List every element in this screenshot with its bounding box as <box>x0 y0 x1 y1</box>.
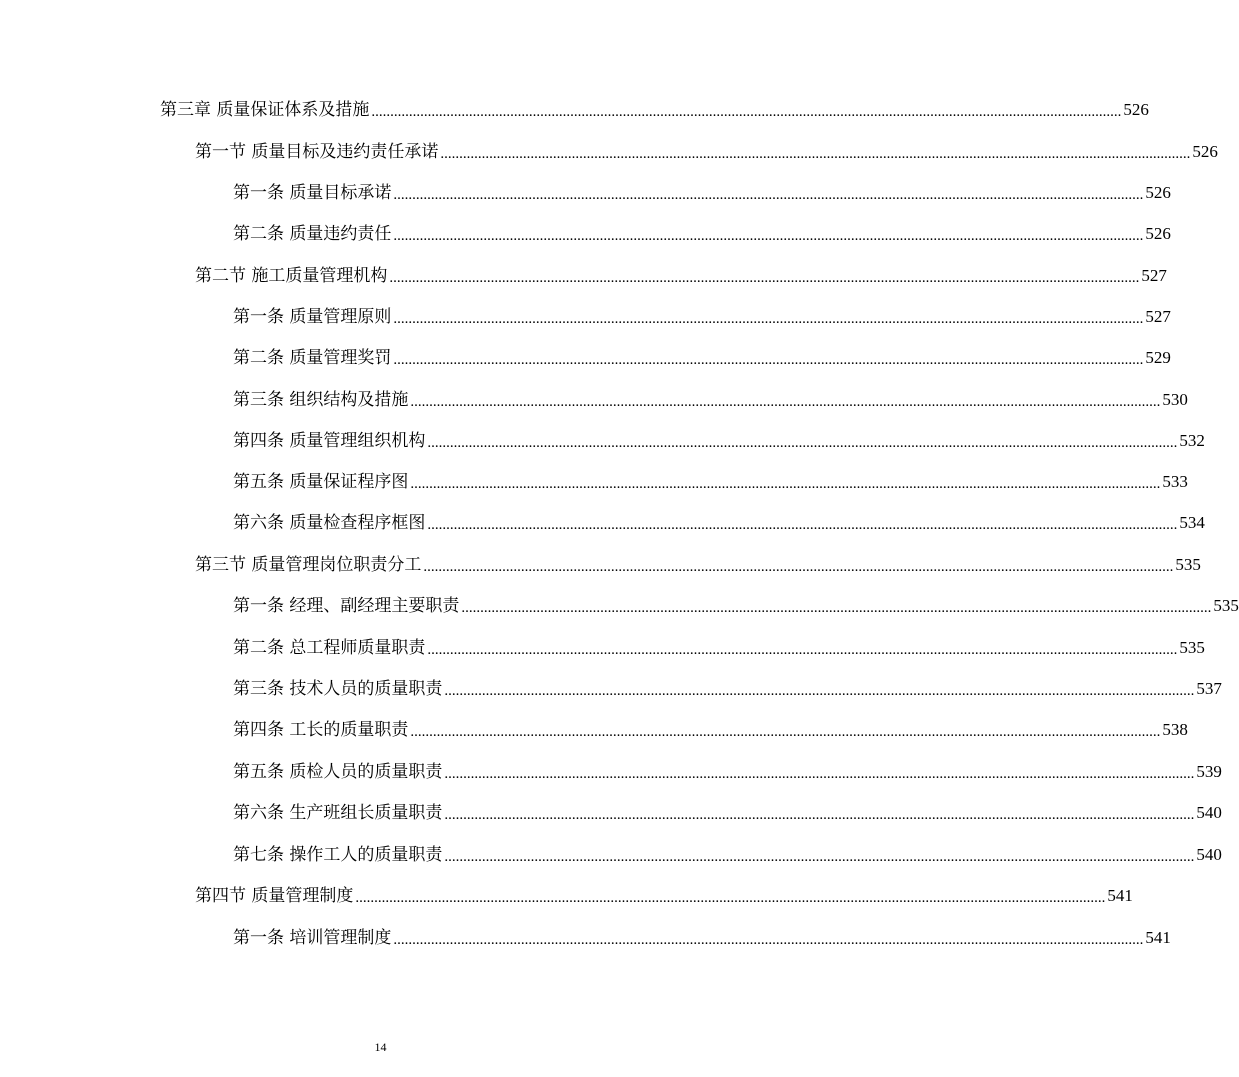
toc-leader-dots: ........................................................................................................................................................................................................ <box>427 642 1178 658</box>
toc-leader-dots: ........................................................................................................................................................................................................ <box>461 600 1212 616</box>
toc-leader-dots: ........................................................................................................................................................................................................ <box>444 683 1195 699</box>
toc-leader-dots: ........................................................................................................................................................................................................ <box>444 766 1195 782</box>
toc-entry-page: 529 <box>1145 348 1171 367</box>
toc-entry-page: 541 <box>1107 886 1133 905</box>
toc-entry-section <box>195 263 1167 289</box>
toc-entry-article <box>233 469 1188 495</box>
toc-entry-page: 539 <box>1196 762 1222 781</box>
toc-leader-dots: ........................................................................................................................................................................................................ <box>427 517 1178 533</box>
toc-entry-page: 534 <box>1179 513 1205 532</box>
toc-entry-label: 第二条 总工程师质量职责 <box>233 638 426 658</box>
toc-entry-label: 第一节 质量目标及违约责任承诺 <box>195 142 439 162</box>
toc-entry-page: 526 <box>1192 142 1218 161</box>
toc-entry-section <box>195 139 1218 165</box>
toc-entry-label: 第一条 培训管理制度 <box>233 928 392 948</box>
toc-leader-dots: ........................................................................................................................................................................................................ <box>410 724 1161 740</box>
toc-entry-article <box>233 428 1205 454</box>
toc-entry-section <box>195 552 1201 578</box>
toc-entry-article <box>233 800 1222 826</box>
toc-entry-page: 526 <box>1123 100 1149 119</box>
toc-leader-dots: ........................................................................................................................................................................................................ <box>444 807 1195 823</box>
toc-leader-dots: ........................................................................................................................................................................................................ <box>393 187 1144 203</box>
toc-leader-dots: ........................................................................................................................................................................................................ <box>427 435 1178 451</box>
toc-leader-dots: ........................................................................................................................................................................................................ <box>393 932 1144 948</box>
toc-leader-dots: ........................................................................................................................................................................................................ <box>371 104 1122 120</box>
toc-entry-label: 第二条 质量违约责任 <box>233 224 392 244</box>
toc-leader-dots: ........................................................................................................................................................................................................ <box>393 311 1144 327</box>
toc-leader-dots: ........................................................................................................................................................................................................ <box>355 890 1106 906</box>
toc-entry-page: 538 <box>1162 720 1188 739</box>
toc-leader-dots: ........................................................................................................................................................................................................ <box>440 146 1191 162</box>
toc-entry-article <box>233 717 1188 743</box>
toc-entry-label: 第五条 质检人员的质量职责 <box>233 762 443 782</box>
toc-entry-page: 530 <box>1162 390 1188 409</box>
toc-entry-article <box>233 345 1171 371</box>
toc-leader-dots: ........................................................................................................................................................................................................ <box>393 228 1144 244</box>
toc-entry-article <box>233 759 1222 785</box>
toc-entry-page: 535 <box>1213 596 1239 615</box>
toc-leader-dots: ........................................................................................................................................................................................................ <box>389 270 1140 286</box>
toc-entry-article <box>233 180 1171 206</box>
toc-leader-dots: ........................................................................................................................................................................................................ <box>444 849 1195 865</box>
toc-entry-page: 532 <box>1179 431 1205 450</box>
toc-entry-label: 第四节 质量管理制度 <box>195 886 354 906</box>
toc-entry-label: 第一条 经理、副经理主要职责 <box>233 596 460 616</box>
toc-entry-article <box>233 387 1188 413</box>
toc-entry-article <box>233 510 1205 536</box>
toc-entry-article <box>233 221 1171 247</box>
toc-entry-article <box>233 925 1171 951</box>
toc-entry-label: 第六条 质量检查程序框图 <box>233 513 426 533</box>
toc-entry-label: 第四条 工长的质量职责 <box>233 720 409 740</box>
toc-entry-page: 526 <box>1145 183 1171 202</box>
toc-entry-label: 第三章 质量保证体系及措施 <box>160 100 370 120</box>
toc-entry-article <box>233 635 1205 661</box>
toc-leader-dots: ........................................................................................................................................................................................................ <box>393 352 1144 368</box>
page-number: 14 <box>374 1040 387 1054</box>
toc-entry-article <box>233 593 1239 619</box>
toc-entry-label: 第四条 质量管理组织机构 <box>233 431 426 451</box>
toc-entry-page: 535 <box>1175 555 1201 574</box>
toc-entry-article <box>233 304 1171 330</box>
toc-entry-chapter <box>160 97 1149 123</box>
toc-leader-dots: ........................................................................................................................................................................................................ <box>410 394 1161 410</box>
toc-entry-page: 535 <box>1179 638 1205 657</box>
toc-entry-page: 540 <box>1196 845 1222 864</box>
toc-entry-label: 第二条 质量管理奖罚 <box>233 348 392 368</box>
toc-entry-label: 第五条 质量保证程序图 <box>233 472 409 492</box>
toc-entry-page: 541 <box>1145 928 1171 947</box>
toc-entry-page: 537 <box>1196 679 1222 698</box>
toc-entry-label: 第一条 质量目标承诺 <box>233 183 392 203</box>
toc-entry-label: 第二节 施工质量管理机构 <box>195 266 388 286</box>
toc-entry-page: 540 <box>1196 803 1222 822</box>
toc-entry-label: 第七条 操作工人的质量职责 <box>233 845 443 865</box>
toc-entry-label: 第三条 组织结构及措施 <box>233 390 409 410</box>
toc-leader-dots: ........................................................................................................................................................................................................ <box>410 476 1161 492</box>
toc-entry-article <box>233 842 1222 868</box>
toc-entry-label: 第三节 质量管理岗位职责分工 <box>195 555 422 575</box>
toc-entry-label: 第一条 质量管理原则 <box>233 307 392 327</box>
toc-entry-page: 527 <box>1145 307 1171 326</box>
toc-leader-dots: ........................................................................................................................................................................................................ <box>423 559 1174 575</box>
toc-entry-label: 第三条 技术人员的质量职责 <box>233 679 443 699</box>
toc-entry-page: 533 <box>1162 472 1188 491</box>
toc-entry-section <box>195 883 1133 909</box>
toc-entry-page: 526 <box>1145 224 1171 243</box>
toc-entry-label: 第六条 生产班组长质量职责 <box>233 803 443 823</box>
toc-entry-article <box>233 676 1222 702</box>
toc-entry-page: 527 <box>1141 266 1167 285</box>
